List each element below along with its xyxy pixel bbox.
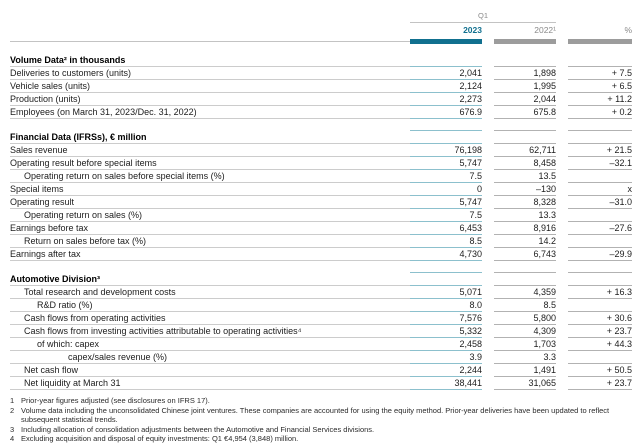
value-2023: 38,441	[410, 377, 482, 390]
value-2023	[410, 130, 482, 131]
spacer-row	[10, 261, 632, 273]
footnote	[10, 396, 630, 406]
row-label: capex/sales revenue (%)	[10, 351, 410, 364]
value-percent: –32.1	[568, 157, 632, 170]
table-row	[10, 325, 632, 338]
footnote-number: 1	[10, 396, 15, 405]
row-label: Special items	[10, 183, 410, 196]
table-row	[10, 351, 632, 364]
footnote-text: Excluding acquisition and disposal of equity investments: Q1 €4,954 (3,848) million.	[21, 434, 299, 443]
value-2022: 4,309	[494, 325, 556, 338]
row-label: Cash flows from operating activities	[10, 312, 410, 325]
row-label: Volume Data² in thousands	[10, 54, 410, 67]
table-row	[10, 144, 632, 157]
value-2023	[410, 272, 482, 273]
footnote	[10, 425, 630, 435]
value-percent: + 16.3	[568, 286, 632, 299]
table-row	[10, 312, 632, 325]
value-2023: 2,273	[410, 93, 482, 106]
label-column-rule	[10, 41, 410, 42]
value-2022: 5,800	[494, 312, 556, 325]
value-2022: 3.3	[494, 351, 556, 364]
table-row	[10, 157, 632, 170]
footnote	[10, 434, 630, 444]
value-2023: 2,244	[410, 364, 482, 377]
footnote-number: 3	[10, 424, 15, 434]
table-row	[10, 338, 632, 351]
value-2022: 8,916	[494, 222, 556, 235]
row-label: Financial Data (IFRSs), € million	[10, 131, 410, 144]
row-label: Employees (on March 31, 2023/Dec. 31, 2022)	[10, 106, 410, 119]
value-2023: 8.5	[410, 235, 482, 248]
value-2023: 5,071	[410, 286, 482, 299]
footnotes	[10, 396, 632, 444]
value-percent: + 11.2	[568, 93, 632, 106]
table-row	[10, 106, 632, 119]
value-2023: 76,198	[410, 144, 482, 157]
value-2023: 7.5	[410, 209, 482, 222]
row-label: Return on sales before tax (%)	[10, 235, 410, 248]
column-header-2022: 2022¹	[534, 25, 556, 35]
table-row	[10, 209, 632, 222]
value-2023: 2,458	[410, 338, 482, 351]
value-2023: 2,041	[410, 67, 482, 80]
table-row	[10, 286, 632, 299]
value-2022: 13.3	[494, 209, 556, 222]
period-group-label: Q1	[410, 11, 556, 23]
value-percent	[568, 130, 632, 131]
value-2022: 2,044	[494, 93, 556, 106]
value-2022: 8,328	[494, 196, 556, 209]
value-percent: –31.0	[568, 196, 632, 209]
table-row	[10, 183, 632, 196]
bar-2022	[494, 39, 556, 44]
row-label: Sales revenue	[10, 144, 410, 157]
value-percent: –29.9	[568, 248, 632, 261]
section-header-row	[10, 54, 632, 67]
table-row	[10, 235, 632, 248]
table-row	[10, 364, 632, 377]
footnote-text: Volume data including the unconsolidated Chinese joint ventures. These companies are accounted for using the equity method. Prior-year deliveries have been updated to reflect subsequent statistical trends.	[21, 405, 610, 424]
value-percent: + 50.5	[568, 364, 632, 377]
value-percent: + 23.7	[568, 325, 632, 338]
value-2022: 13.5	[494, 170, 556, 183]
row-label: Operating result before special items	[10, 157, 410, 170]
section-header-row	[10, 131, 632, 144]
column-header-percent: %	[624, 25, 632, 35]
table-row	[10, 299, 632, 312]
value-2023: 5,332	[410, 325, 482, 338]
value-2022: 1,898	[494, 67, 556, 80]
section-header-row	[10, 273, 632, 286]
table-row	[10, 377, 632, 390]
value-2022: 675.8	[494, 106, 556, 119]
value-2022: 1,995	[494, 80, 556, 93]
value-2022: 8,458	[494, 157, 556, 170]
value-2022: 1,703	[494, 338, 556, 351]
row-label: Cash flows from investing activities attributable to operating activities⁴	[10, 325, 410, 338]
value-2022: –130	[494, 183, 556, 196]
value-2022: 8.5	[494, 299, 556, 312]
value-percent: –27.6	[568, 222, 632, 235]
value-2022: 1,491	[494, 364, 556, 377]
value-percent: + 21.5	[568, 144, 632, 157]
column-header-bars	[10, 36, 632, 44]
value-2023: 5,747	[410, 157, 482, 170]
value-2023: 2,124	[410, 80, 482, 93]
row-label: Earnings after tax	[10, 248, 410, 261]
value-2022: 14.2	[494, 235, 556, 248]
value-2022: 6,743	[494, 248, 556, 261]
row-label: Total research and development costs	[10, 286, 410, 299]
row-label: R&D ratio (%)	[10, 299, 410, 312]
table-row	[10, 80, 632, 93]
value-2022	[494, 272, 556, 273]
table-row	[10, 248, 632, 261]
column-group-header	[10, 8, 632, 23]
value-2023: 676.9	[410, 106, 482, 119]
value-percent: + 6.5	[568, 80, 632, 93]
table-row	[10, 93, 632, 106]
table-row	[10, 196, 632, 209]
row-label: Deliveries to customers (units)	[10, 67, 410, 80]
row-label: Operating result	[10, 196, 410, 209]
bar-2023	[410, 39, 482, 44]
footnote-number: 2	[10, 405, 15, 415]
value-percent: + 23.7	[568, 377, 632, 390]
row-label: Automotive Division³	[10, 273, 410, 286]
row-label: Net cash flow	[10, 364, 410, 377]
footnote	[10, 406, 630, 425]
value-2023: 5,747	[410, 196, 482, 209]
value-2023: 7.5	[410, 170, 482, 183]
key-figures-table	[10, 54, 632, 390]
value-percent: + 0.2	[568, 106, 632, 119]
footnote-number: 4	[10, 434, 15, 443]
table-row	[10, 222, 632, 235]
value-2023: 4,730	[410, 248, 482, 261]
row-label: Operating return on sales (%)	[10, 209, 410, 222]
column-header-2023: 2023	[463, 25, 482, 35]
row-label: Earnings before tax	[10, 222, 410, 235]
row-label: Vehicle sales (units)	[10, 80, 410, 93]
value-2023: 7,576	[410, 312, 482, 325]
bar-percent	[568, 39, 632, 44]
value-2023: 8.0	[410, 299, 482, 312]
value-percent: + 7.5	[568, 67, 632, 80]
value-2022	[494, 130, 556, 131]
table-row	[10, 67, 632, 80]
row-label: Net liquidity at March 31	[10, 377, 410, 390]
row-label: Production (units)	[10, 93, 410, 106]
value-2023: 3.9	[410, 351, 482, 364]
spacer-row	[10, 119, 632, 131]
value-percent: x	[568, 183, 632, 196]
row-label: Operating return on sales before special items (%)	[10, 170, 410, 183]
value-2023: 0	[410, 183, 482, 196]
value-2022: 4,359	[494, 286, 556, 299]
footnote-text: Prior-year figures adjusted (see disclosures on IFRS 17).	[21, 396, 210, 405]
value-percent	[568, 272, 632, 273]
row-label: of which: capex	[10, 338, 410, 351]
column-headers	[10, 23, 632, 36]
value-2022: 62,711	[494, 144, 556, 157]
value-2022: 31,065	[494, 377, 556, 390]
value-2023: 6,453	[410, 222, 482, 235]
value-percent: + 44.3	[568, 338, 632, 351]
value-percent: + 30.6	[568, 312, 632, 325]
footnote-text: Including allocation of consolidation adjustments between the Automotive and Financial Services divisions.	[21, 424, 375, 434]
table-row	[10, 170, 632, 183]
